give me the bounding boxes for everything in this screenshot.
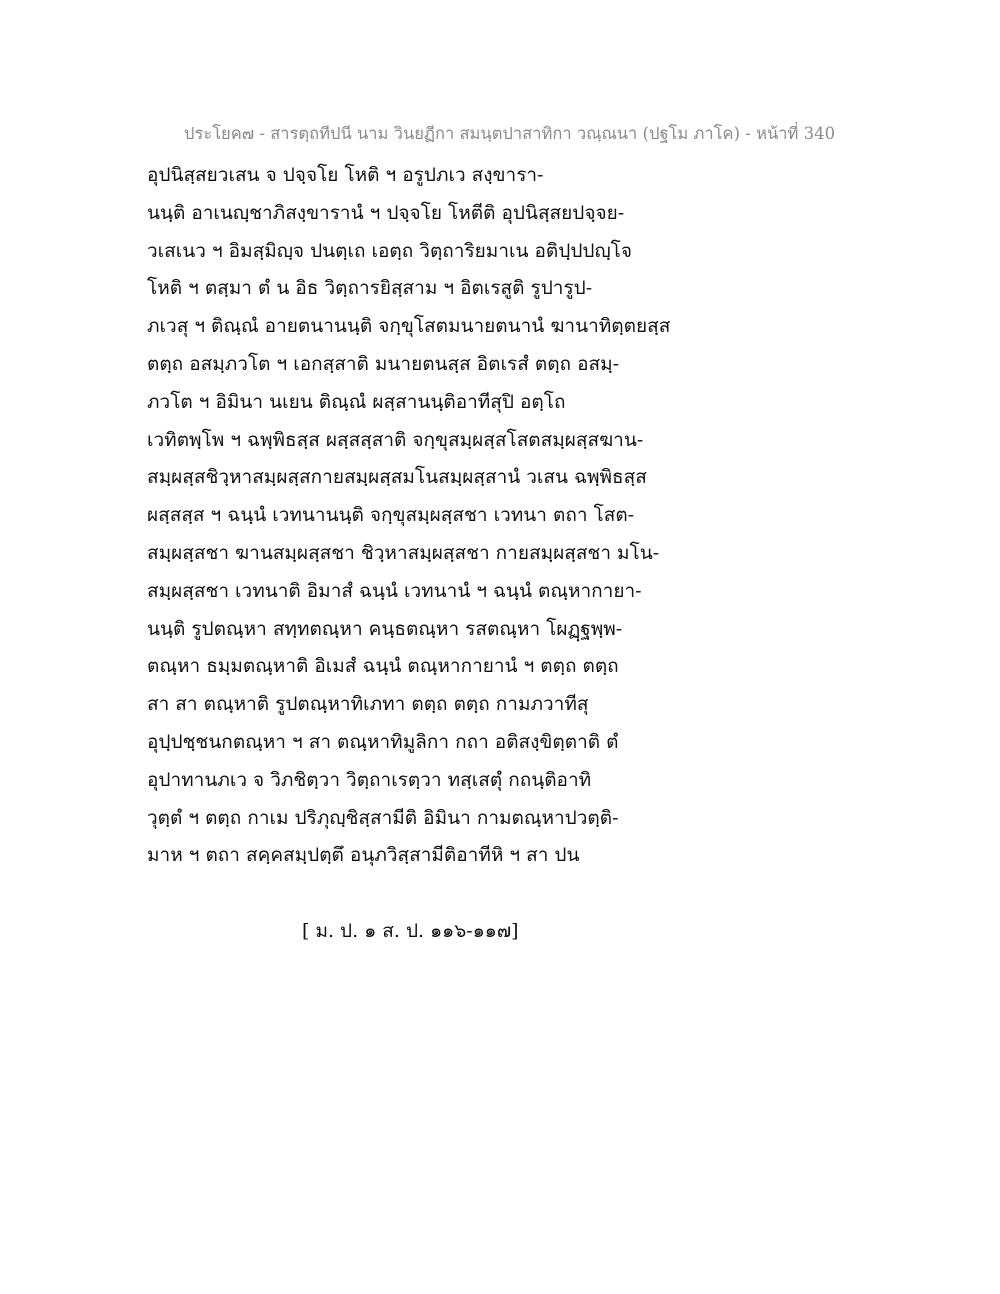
text-line: อุปนิสฺสยวเสน จ ปจฺจโย โหติ ฯ อรูปภเว สงฺขารา-	[147, 164, 544, 186]
text-line: ผสฺสสฺส ฯ ฉนฺนํ เวทนานนฺติ จกฺขุสมฺผสฺสชา เวทนา ตถา โสต-	[147, 504, 635, 527]
text-line: วเสเนว ฯ อิมสฺมิญฺจ ปนตฺเถ เอตฺถ วิตฺถาริยมาเน อติปฺปปญฺโจ	[147, 239, 632, 262]
text-line: วุตฺตํ ฯ ตตฺถ กาเม ปริภุญฺชิสฺสามีติ อิมินา กามตณฺหาปวตฺติ-	[147, 806, 619, 829]
text-line: ตณฺหา ธมฺมตณฺหาติ อิเมสํ ฉนฺนํ ตณฺหากายานํ ฯ ตตฺถ ตตฺถ	[147, 655, 619, 678]
text-line: ภวโต ฯ อิมินา นเยน ติณฺณํ ผสฺสานนฺติอาทีสุปิ อตฺโถ	[147, 390, 566, 413]
text-line: อุปฺปชฺชนกตณฺหา ฯ สา ตณฺหาทิมูลิกา กถา อติสงฺขิตฺตาติ ตํ	[147, 730, 619, 753]
text-line: สมฺผสฺสชิวฺหาสมฺผสฺสกายสมฺผสฺสมโนสมฺผสฺสานํ วเสน ฉพฺพิธสฺส	[147, 466, 647, 489]
text-line: อุปาทานภเว จ วิภชิตฺวา วิตฺถาเรตฺวา ทสฺเสตุํ กถนฺติอาทิ	[147, 768, 592, 791]
text-line: มาห ฯ ตถา สคฺคสมฺปตฺตึ อนุภวิสฺสามีติอาทีหิ ฯ สา ปน	[147, 844, 580, 867]
text-line: นนฺติ รูปตณฺหา สทฺทตณฺหา คนฺธตณฺหา รสตณฺหา โผฏฺฐพฺพ-	[147, 617, 623, 640]
text-line: สมฺผสฺสชา ฆานสมฺผสฺสชา ชิวฺหาสมฺผสฺสชา กายสมฺผสฺสชา มโน-	[147, 541, 660, 564]
text-line: นนฺติ อาเนญฺชาภิสงฺขารานํ ฯ ปจฺจโย โหตีติ อุปนิสฺสยปจฺจย-	[147, 201, 625, 224]
text-line: โหติ ฯ ตสฺมา ตํ น อิธ วิตฺถารยิสฺสาม ฯ อิตเรสูติ รูปารูป-	[147, 277, 593, 300]
source-reference: [ ม. ป. ๑ ส. ป. ๑๑๖-๑๑๗]	[302, 920, 519, 942]
body-text	[147, 157, 707, 875]
text-line: เวทิตพฺโพ ฯ ฉพฺพิธสฺส ผสฺสสฺสาติ จกฺขุสมฺผสฺสโสตสมฺผสฺสฆาน-	[147, 428, 644, 451]
text-line: สา สา ตณฺหาติ รูปตณฺหาทิเภทา ตตฺถ ตตฺถ กามภวาทีสุ	[147, 693, 589, 716]
text-line: ภเวสุ ฯ ติณฺณํ อายตนานนฺติ จกฺขุโสตมนายตนานํ ฆานาทิตฺตยสฺส	[147, 315, 671, 338]
text-line: ตตฺถ อสมฺภวโต ฯ เอกสฺสาติ มนายตนสฺส อิตเรสํ ตตฺถ อสมฺ-	[147, 352, 620, 375]
running-header: ประโยค๗ - สารตฺถทีปนี นาม วินยฏีกา สมนฺตปาสาทิกา วณฺณนา (ปฐโม ภาโค) - หน้าที่ 340	[184, 124, 836, 143]
text-line: สมฺผสฺสชา เวทนาติ อิมาสํ ฉนฺนํ เวทนานํ ฯ ฉนฺนํ ตณฺหากายา-	[147, 579, 642, 602]
